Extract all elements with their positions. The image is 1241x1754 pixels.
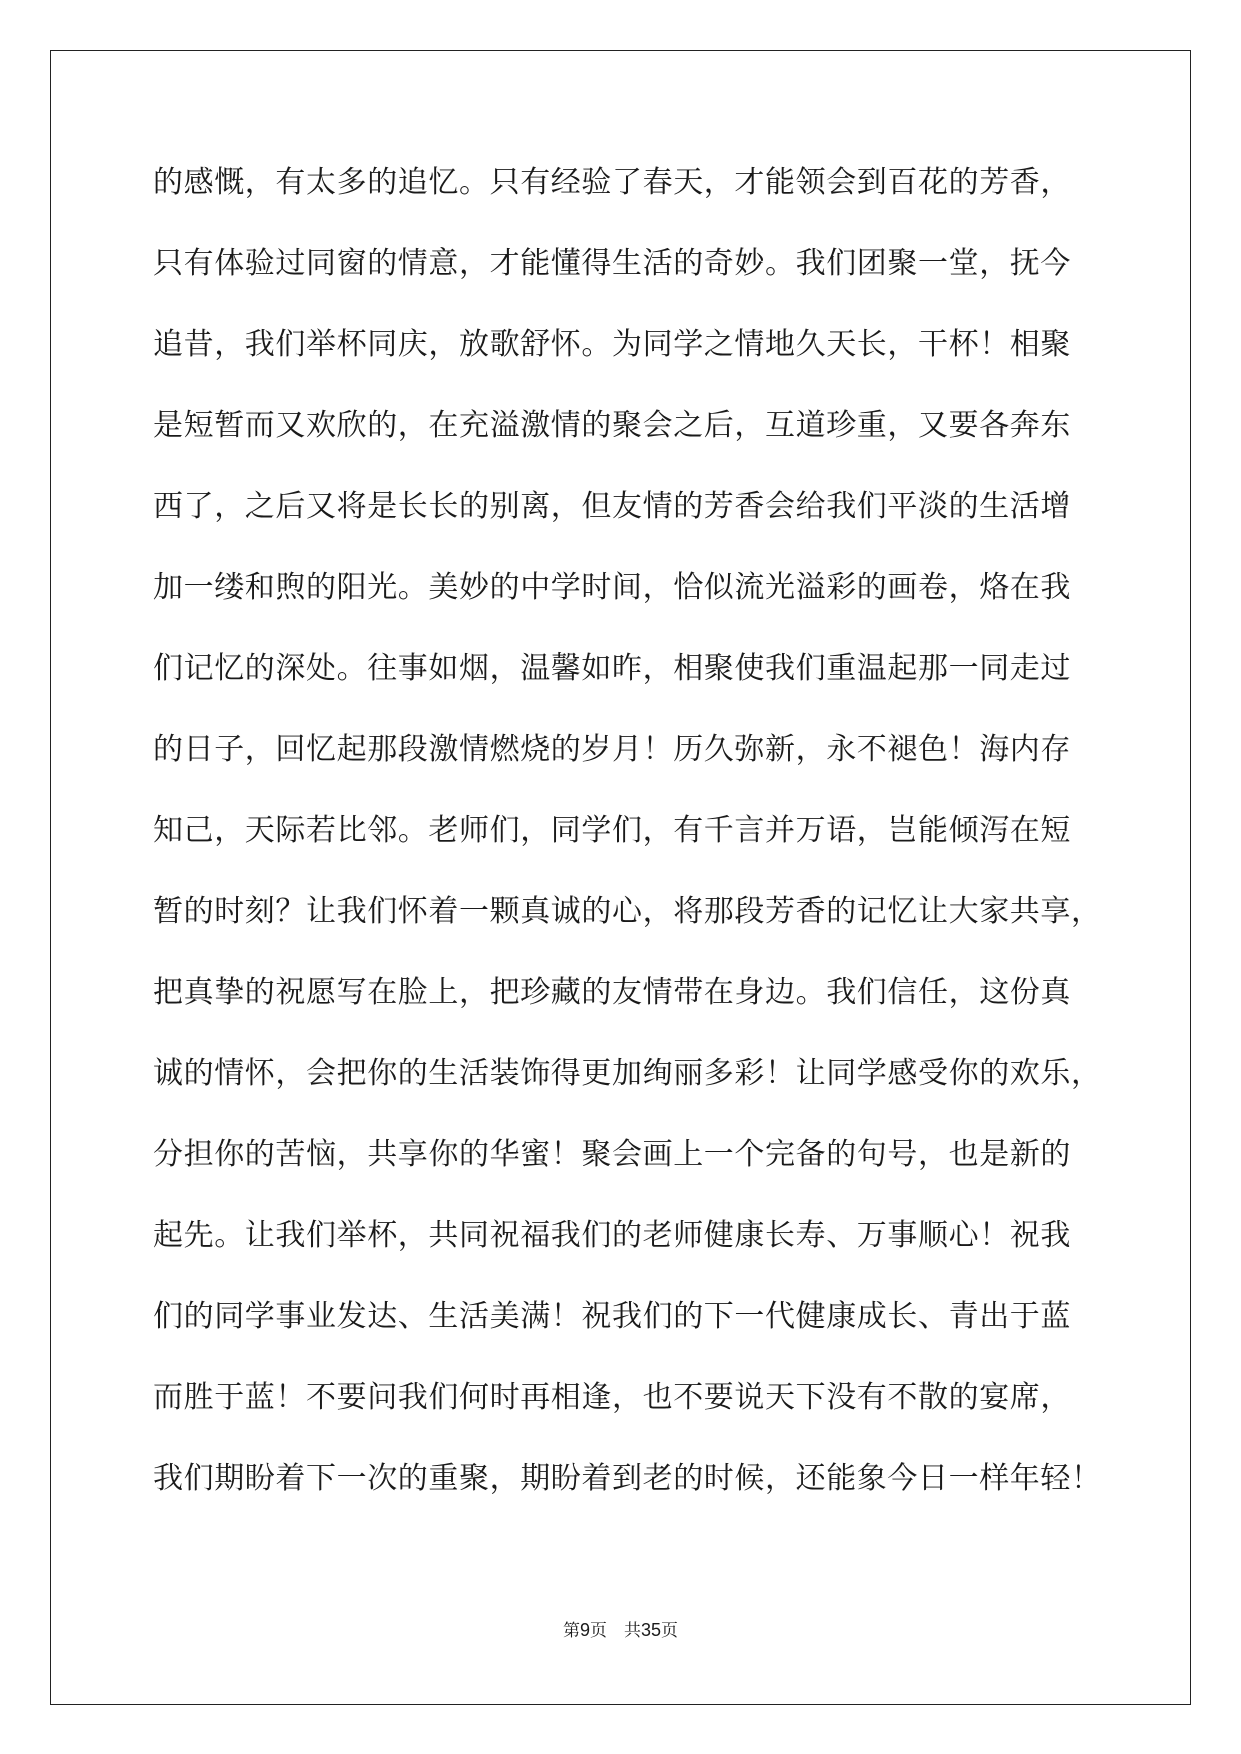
text-line: 而胜于蓝！不要问我们何时再相逢，也不要说天下没有不散的宴席， (153, 1380, 1071, 1415)
text-line: 起先。让我们举杯，共同祝福我们的老师健康长寿、万事顺心！祝我 (153, 1218, 1071, 1253)
text-line: 知己，天际若比邻。老师们，同学们，有千言并万语，岂能倾泻在短 (153, 813, 1071, 848)
text-line: 把真挚的祝愿写在脸上，把珍藏的友情带在身边。我们信任，这份真 (153, 975, 1071, 1010)
text-line: 的感慨，有太多的追忆。只有经验了春天，才能领会到百花的芳香， (153, 165, 1071, 200)
text-line: 只有体验过同窗的情意，才能懂得生活的奇妙。我们团聚一堂，抚今 (153, 246, 1071, 281)
footer-prefix: 第 (562, 1621, 580, 1641)
text-line: 是短暂而又欢欣的，在充溢激情的聚会之后，互道珍重，又要各奔东 (153, 408, 1071, 443)
text-line: 我们期盼着下一次的重聚，期盼着到老的时候，还能象今日一样年轻！ (153, 1461, 1102, 1496)
page-number-footer (0, 1616, 1241, 1641)
text-line: 西了，之后又将是长长的别离，但友情的芳香会给我们平淡的生活增 (153, 489, 1071, 524)
current-page-number: 9 (579, 1620, 590, 1640)
text-line: 诚的情怀，会把你的生活装饰得更加绚丽多彩！让同学感受你的欢乐， (153, 1056, 1102, 1091)
text-line: 们记忆的深处。往事如烟，温馨如昨，相聚使我们重温起那一同走过 (153, 651, 1071, 686)
text-line: 追昔，我们举杯同庆，放歌舒怀。为同学之情地久天长，干杯！相聚 (153, 327, 1071, 362)
footer-middle: 页 共 (589, 1621, 641, 1641)
text-line: 的日子，回忆起那段激情燃烧的岁月！历久弥新，永不褪色！海内存 (153, 732, 1071, 767)
document-body (153, 165, 1102, 1542)
text-line: 分担你的苦恼，共享你的华蜜！聚会画上一个完备的句号，也是新的 (153, 1137, 1071, 1172)
total-pages-number: 35 (640, 1620, 662, 1640)
text-line: 暂的时刻？让我们怀着一颗真诚的心，将那段芳香的记忆让大家共享， (153, 894, 1102, 929)
footer-suffix: 页 (661, 1621, 679, 1641)
text-line: 们的同学事业发达、生活美满！祝我们的下一代健康成长、青出于蓝 (153, 1299, 1071, 1334)
text-line: 加一缕和煦的阳光。美妙的中学时间，恰似流光溢彩的画卷，烙在我 (153, 570, 1071, 605)
